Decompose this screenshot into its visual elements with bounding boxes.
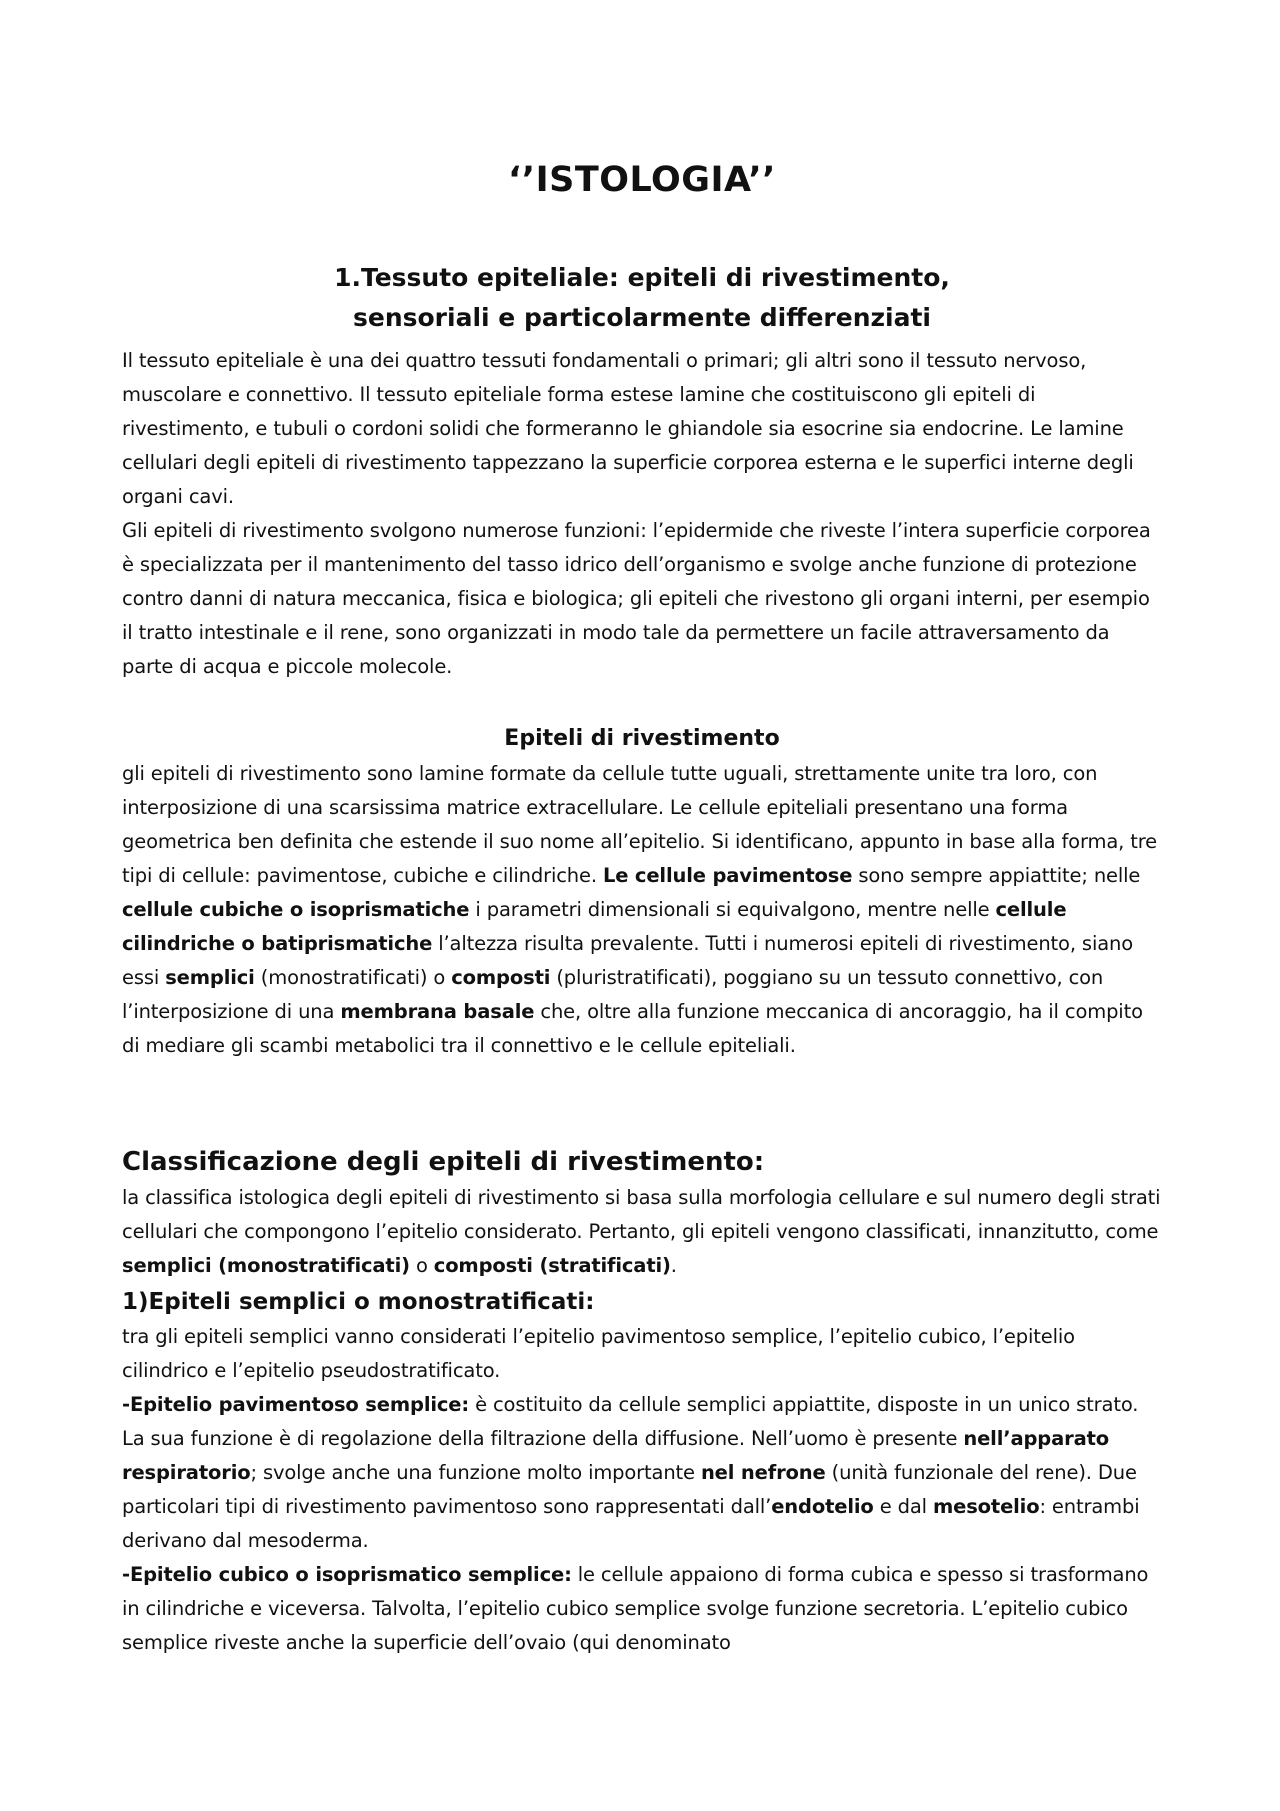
text-span: (unità funzionale del rene). Due particolari tipi di rivestimento pavimentoso sono rappresentati dall’ bbox=[122, 1461, 1137, 1518]
text-span: che, oltre alla funzione meccanica di ancoraggio, ha il compito di mediare gli scambi metabolici tra il connettivo e le cellule epiteliali. bbox=[122, 1000, 1143, 1057]
bold-term: membrana basale bbox=[340, 1000, 535, 1023]
rivestimento-section bbox=[122, 757, 1162, 1063]
heading-line-1: 1.Tessuto epiteliale: epiteli di rivestimento, bbox=[334, 263, 950, 292]
intro-paragraph-1: Il tessuto epiteliale è una dei quattro tessuti fondamentali o primari; gli altri sono il tessuto nervoso, muscolare e connettivo. Il tessuto epiteliale forma estese lamine che costituiscono gli epiteli di rivestimento, e tubuli o cordoni solidi che formeranno le ghiandole sia esocrine sia endocrine. Le lamine cellulari degli epiteli di rivestimento tappezzano la superficie corporea esterna e le superfici interne degli organi cavi. bbox=[122, 349, 1134, 508]
section-heading-classificazione: Classificazione degli epiteli di rivestimento: bbox=[122, 1147, 765, 1177]
bold-term: endotelio bbox=[771, 1495, 874, 1518]
epiteli-semplici-section bbox=[122, 1320, 1162, 1660]
bold-term: composti bbox=[451, 966, 551, 989]
pavimentoso-paragraph bbox=[122, 1388, 1162, 1558]
bold-term: cellule cubiche o isoprismatiche bbox=[122, 898, 470, 921]
text-span: i parametri dimensionali si equivalgono, mentre nelle bbox=[469, 898, 996, 921]
bold-term: nell’apparato respiratorio bbox=[122, 1427, 1110, 1484]
cubico-paragraph bbox=[122, 1558, 1162, 1660]
bold-term: nel nefrone bbox=[700, 1461, 826, 1484]
bold-term: -Epitelio cubico o isoprismatico semplice: bbox=[122, 1563, 572, 1586]
classificazione-section bbox=[122, 1181, 1162, 1283]
heading-line-2: sensoriali e particolarmente differenziati bbox=[352, 303, 931, 332]
bold-term: composti (stratificati) bbox=[433, 1254, 671, 1277]
text-span: gli epiteli di rivestimento sono lamine formate da cellule tutte uguali, strettamente unite tra loro, con interposizione di una scarsissima matrice extracellulare. Le cellule epiteliali presentano una forma geometrica ben definita che estende il suo nome all’epitelio. Si identificano, appunto in base alla forma, tre tipi di cellule: pavimentose, cubiche e cilindriche. bbox=[122, 762, 1157, 887]
epiteli-semplici-intro: tra gli epiteli semplici vanno considerati l’epitelio pavimentoso semplice, l’epitelio cubico, l’epitelio cilindrico e l’epitelio pseudostratificato. bbox=[122, 1325, 1075, 1382]
bold-term: Le cellule pavimentose bbox=[602, 864, 853, 887]
bold-term: semplici bbox=[165, 966, 255, 989]
text-span: (pluristratificati), poggiano su un tessuto connettivo, con l’interposizione di una bbox=[122, 966, 1104, 1023]
bold-term: mesotelio bbox=[932, 1495, 1040, 1518]
section-heading-tessuto-epiteliale bbox=[122, 258, 1162, 338]
subsection-heading-epiteli-semplici: 1)Epiteli semplici o monostratificati: bbox=[122, 1289, 595, 1315]
text-span: : entrambi derivano dal mesoderma. bbox=[122, 1495, 1140, 1552]
intro-section bbox=[122, 344, 1162, 684]
intro-paragraph-2: Gli epiteli di rivestimento svolgono numerose funzioni: l’epidermide che riveste l’intera superficie corporea è specializzata per il mantenimento del tasso idrico dell’organismo e svolge anche funzione di protezione contro danni di natura meccanica, fisica e biologica; gli epiteli che rivestono gli organi interni, per esempio il tratto intestinale e il rene, sono organizzati in modo tale da permettere un facile attraversamento da parte di acqua e piccole molecole. bbox=[122, 519, 1151, 678]
text-span: sono sempre appiattite; nelle bbox=[852, 864, 1141, 887]
classificazione-paragraph bbox=[122, 1181, 1162, 1283]
text-span: . bbox=[670, 1254, 677, 1277]
text-span: e dal bbox=[873, 1495, 933, 1518]
bold-term: cellule cilindriche o batiprismatiche bbox=[122, 898, 1067, 955]
bold-term: -Epitelio pavimentoso semplice: bbox=[122, 1393, 470, 1416]
text-span: l’altezza risulta prevalente. Tutti i numerosi epiteli di rivestimento, siano essi bbox=[122, 932, 1133, 989]
text-span: (monostratificati) o bbox=[254, 966, 452, 989]
text-span: ; svolge anche una funzione molto importante bbox=[250, 1461, 701, 1484]
document-title: ‘’ISTOLOGIA’’ bbox=[508, 160, 776, 200]
bold-term: semplici (monostratificati) bbox=[122, 1254, 410, 1277]
text-span: la classifica istologica degli epiteli di rivestimento si basa sulla morfologia cellulare e sul numero degli strati cellulari che compongono l’epitelio considerato. Pertanto, gli epiteli vengono classificati, innanzitutto, come bbox=[122, 1186, 1161, 1243]
rivestimento-paragraph bbox=[122, 757, 1162, 1063]
text-span: le cellule appaiono di forma cubica e spesso si trasformano in cilindriche e viceversa. Talvolta, l’epitelio cubico semplice svolge funzione secretoria. L’epitelio cubico semplice riveste anche la superficie dell’ovaio (qui denominato bbox=[122, 1563, 1149, 1654]
text-span: o bbox=[409, 1254, 434, 1277]
text-span: è costituito da cellule semplici appiattite, disposte in un unico strato. La sua funzione è di regolazione della filtrazione della diffusione. Nell’uomo è presente bbox=[122, 1393, 1139, 1450]
section-heading-epiteli-rivestimento: Epiteli di rivestimento bbox=[504, 726, 780, 751]
